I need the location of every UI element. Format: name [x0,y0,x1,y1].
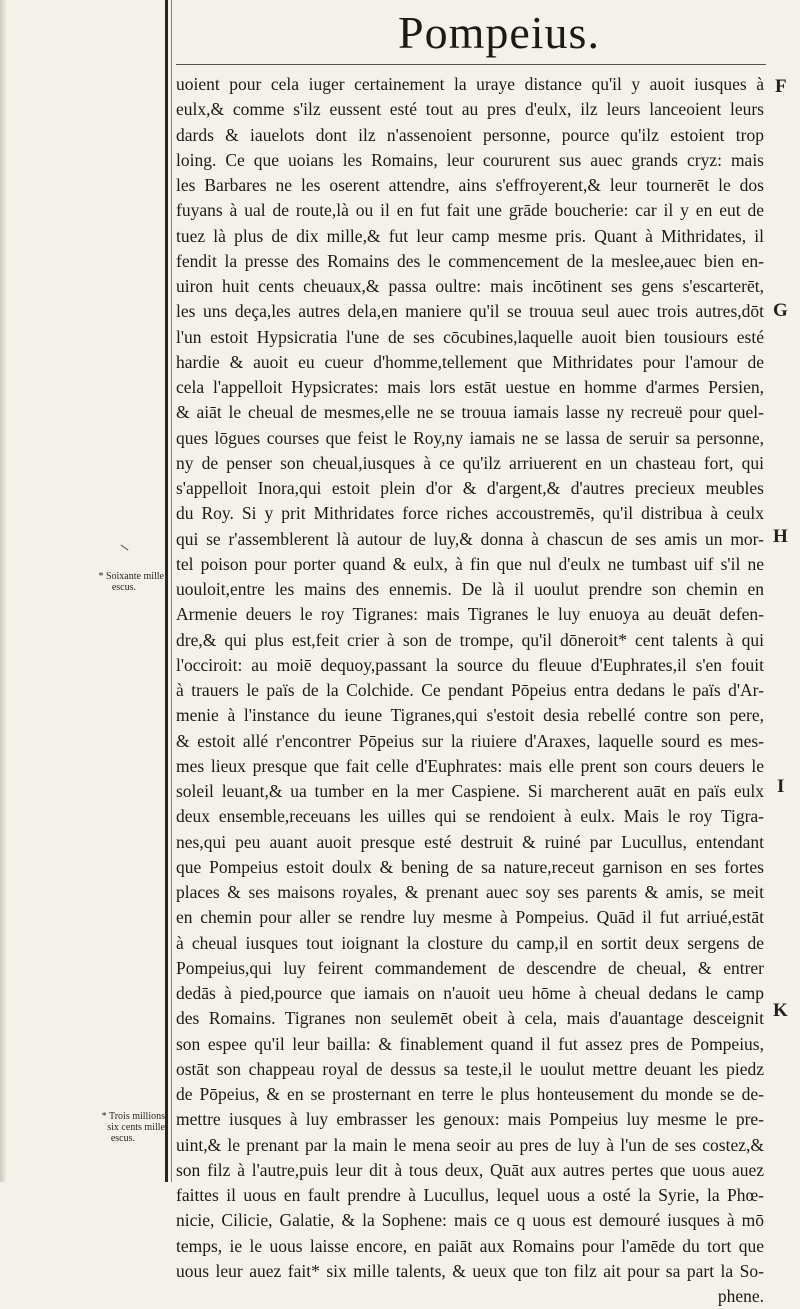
text-line: phene. [717,1286,764,1306]
text-line: nicie, Cilicie, Galatie, & la Sophene: mais ce q uous est demouré iusques à mō [176,1210,764,1231]
text-line: du Roy. Si y prit Mithridates force riches accoustremēs, qu'il distribua à ceulx [176,503,764,524]
text-line: qui se r'assemblerent là autour de luy,& donna à chascun de ses amis un mor- [176,528,764,549]
note-marker: * [101,1111,107,1122]
text-line: uouloit,entre les mains des ennemis. De là il uoulut prendre son chemin en [176,579,764,599]
margin-note-sixty-thousand [92,571,164,593]
text-line: de Pōpeius, & en se prosternant en terre le plus honteusement du monde se de- [176,1084,764,1104]
text-line: en chemin pour aller se rendre luy mesme à Pompeius. Quād il fut arriué,estāt [176,907,764,928]
text-line: mes lieux presque que fait celle d'Euphrates: mais elle prent son cours deuers le [176,755,764,776]
text-line: cela l'appelloit Hypsicrates: mais lors estāt uestue en homme d'armes Persien, [176,377,764,397]
text-line: dards & iauelots dont ilz n'assenoient personne, pource qu'ilz estoient trop [176,124,764,145]
text-line: à cheual iusques tout ioignant la closture du camp,il en sortit deux sergens de [176,932,764,953]
text-line: Pompeius,qui luy feirent commandement de descendre de cheual, & entrer [176,957,764,978]
text-line: eulx,& comme s'ilz eussent esté tout au pres d'eulx, ilz leurs lanceoient leurs [176,99,764,120]
margin-tick [121,545,129,551]
text-line: uoient pour cela iuger certainement la uraye distance qu'il y auoit iusques à [176,74,764,94]
text-line: dedās à pied,pource que iamais on n'auoit ueu hōme à cheual dedans le camp [176,983,764,1003]
text-line: mettre iusques à luy embrasser les genoux: mais Pompeius luy mesme le pre- [176,1109,764,1130]
text-line: fendit la presse des Romains des le commencement de la meslee,auec bien en- [176,250,764,271]
text-line: tel poison pour porter quand & eulx, à fin que nul d'eulx ne tumbast uif s'il ne [176,553,764,574]
note-text: Trois millions [108,1111,165,1122]
section-marker-g: G [773,300,788,321]
text-line: à trauers le païs de la Colchide. Ce pendant Pōpeius entra dedans le païs d'Ar- [176,680,764,700]
section-marker-i: I [777,776,785,797]
text-line: & estoit allé r'encontrer Pōpeius sur la riuiere d'Araxes, laquelle sourd es mes- [176,730,764,751]
margin-note-line: escus. [110,1133,135,1144]
text-line: temps, ie le uous laisse encore, en paiāt aux Romains pour l'amēde du tort que [176,1235,764,1256]
margin-note-line [92,571,164,582]
text-line: hardie & auoit eu cueur d'homme,tellement que Mithridates pour l'amour de [176,351,764,372]
text-line: uiron huit cents cheuaux,& passa oultre: mais incōtinent ses gens s'escarterēt, [176,276,764,296]
margin-rule-inner [171,0,172,1182]
text-line: ques lōgues courses que feist le Roy,ny iamais ne se lassa de seruir sa personne, [176,427,764,448]
section-marker-k: K [773,1000,788,1021]
text-line: Armenie deuers le roy Tigranes: mais Tigranes le luy enuoya au deuāt defen- [176,604,764,625]
text-line: faittes il uous en fault prendre à Lucullus, lequel uous a osté la Syrie, la Phœ- [176,1185,764,1205]
text-line: uous leur auez fait* six mille talents, & ueux que ton filz ait pour sa part la So- [176,1260,764,1281]
section-marker-h: H [773,526,788,547]
text-line: nes,qui peu auant auoit presque esté destruit & ruiné par Lucullus, entendant [176,831,764,852]
text-line: ostāt son chappeau royal de dessus sa teste,il le uoulut mettre deuant les piedz [176,1058,764,1079]
margin-note-line [86,1111,165,1122]
margin-note-three-millions [86,1111,165,1144]
text-line: que Pompeius estoit doulx & bening de sa nature,receut garnison en ses fortes [176,856,764,877]
text-line: loing. Ce que uoians les Romains, leur coururent sus auec grands cryz: mais [176,149,764,170]
text-line: l'un estoit Hypsicratia l'une de ses cōcubines,laquelle auoit bien tousiours esté [176,326,764,347]
text-line: des Romains. Tigranes non seulemēt obeit à cela, mais d'auantage desceignit [176,1008,764,1029]
text-line: ny de penser son cheual,iusques à ce qu'ilz arriuerent en un chasteau fort, qui [176,452,764,473]
text-line: tuez là plus de dix mille,& fut leur camp mesme pris. Quant à Mithridates, il [176,225,764,246]
note-marker: * [98,571,104,582]
text-line: fuyans à ual de route,là ou il en fut fait une grāde boucherie: car il y en eut de [176,200,764,221]
body-text [176,72,764,1309]
section-marker-f: F [775,76,787,97]
margin-note-line: escus. [111,582,136,593]
text-line: s'appelloit Inora,qui estoit plein d'or & d'argent,& d'autres precieux meubles [176,478,764,498]
page-edge [0,0,6,1182]
text-line: & aiāt le cheual de mesmes,elle ne se trouua iamais lasse ny recreuë pour quel- [176,402,764,423]
running-head: Pompeius. [398,7,600,58]
text-line: dre,& qui plus est,feit crier à son de trompe, qu'il dōneroit* cent talents à qui [176,629,764,650]
head-rule [176,64,766,65]
text-line: son espee qu'il leur bailla: & finablement quand il fut assez pres de Pompeius, [176,1033,764,1054]
text-line: soleil leuant,& ua tumber en la mer Caspiene. Si marcherent auāt en païs eulx [176,781,764,801]
text-line: les uns deça,les autres dela,en maniere qu'il se trouua seul auec trois autres,dōt [176,301,764,322]
text-line: uint,& le prenant par la main le mena seoir au pres de luy à l'un de ses costez,& [176,1134,764,1155]
text-line: places & ses maisons royales, & prenant auec soy ses parents & amis, se meit [176,882,764,902]
note-text: Soixante mille [105,571,164,582]
text-line: l'occiroit: au moiē dequoy,passant la source du fleuue d'Euphrates,il s'en fouit [176,654,764,675]
text-line: les Barbares ne les oserent attendre, ains s'effroyerent,& leur tournerēt le dos [176,175,764,195]
text-line: deux ensemble,receuans les uilles qui se rendoient à eulx. Mais le roy Tigra- [176,806,764,827]
margin-rule [165,0,168,1182]
margin-note-line: six cents mille [107,1122,165,1133]
text-line: son filz à l'autre,puis leur dit à tous deux, Quāt aux autres pertes que uous auez [176,1159,764,1180]
text-line: menie à l'instance du ieune Tigranes,qui s'estoit desia rebellé contre son pere, [176,705,764,726]
